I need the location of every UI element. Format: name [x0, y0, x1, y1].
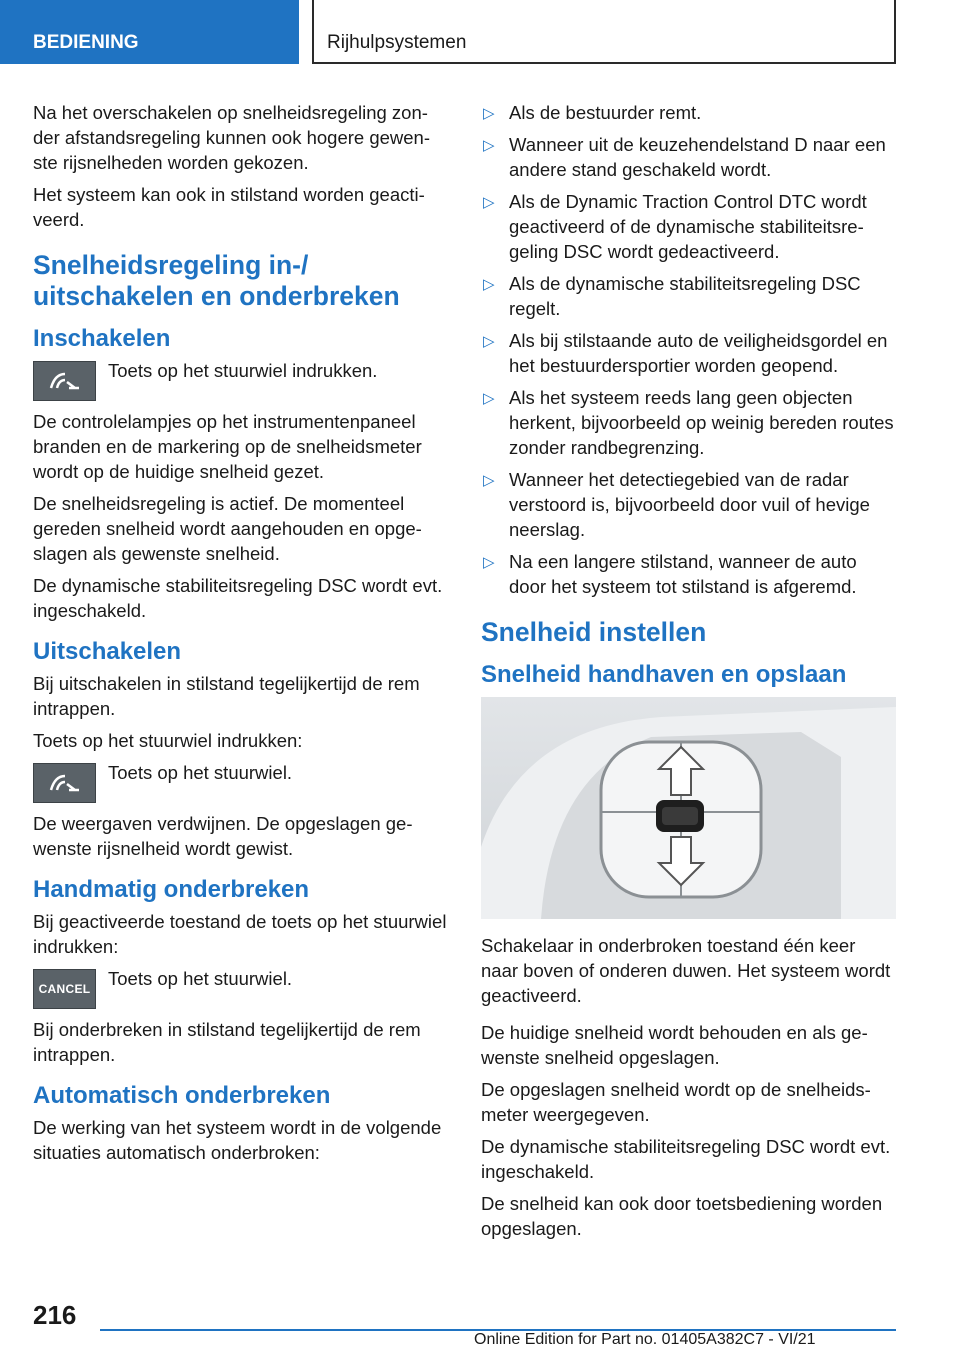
- heading-uitschakelen: Uitschakelen: [33, 638, 182, 665]
- automatisch-paragraph-1: De werking van het systeem wordt in de volgende situaties automatisch onderbroken:: [33, 1117, 442, 1163]
- icon-caption: Toets op het stuurwiel.: [108, 762, 293, 783]
- cruise-control-icon: [45, 368, 85, 394]
- inschakelen-paragraph-1: De controlelampjes op het instrumentenpaneel branden en de markering op de snelheidsmeter wordt op de huidige snelheid gezet.: [33, 411, 422, 482]
- uitschakelen-paragraph-3: De weergaven verdwijnen. De opgeslagen gewenste rijsnelheid wordt gewist.: [33, 813, 413, 859]
- uitschakelen-paragraph-2: Toets op het stuurwiel indrukken:: [33, 730, 303, 751]
- cruise-control-button-icon: [33, 763, 96, 803]
- cancel-button-icon: [33, 969, 96, 1009]
- handhaven-paragraph-1: Schakelaar in onderbroken toestand één keer naar boven of onderen duwen. Het systeem wordt geactiveerd.: [481, 935, 891, 1006]
- triangle-bullet-icon: ▷: [483, 554, 495, 571]
- heading-snelheid-instellen: Snelheid instellen: [481, 617, 707, 647]
- list-item: ▷ Als de bestuurder remt.: [481, 100, 896, 125]
- left-column: [33, 100, 448, 1172]
- list-item: ▷ Als bij stilstaande auto de veiligheidsgordel en het bestuurdersportier worden geopend.: [483, 330, 888, 376]
- page-number: 216: [33, 1300, 77, 1330]
- list-item: ▷ Na een langere stilstand, wanneer de auto door het systeem tot stilstand is afgeremd.: [483, 551, 857, 597]
- header-box: [312, 0, 896, 64]
- handhaven-paragraph-5: De snelheid kan ook door toetsbediening worden opgeslagen.: [481, 1193, 883, 1239]
- section-tab: [0, 0, 299, 64]
- icon-caption: Toets op het stuurwiel.: [108, 968, 293, 989]
- uitschakelen-paragraph-1: Bij uitschakelen in stilstand tegelijkertijd de rem intrappen.: [33, 673, 420, 719]
- icon-row-uitschakelen: [33, 760, 448, 803]
- chapter-title: Rijhulpsystemen: [327, 32, 467, 53]
- inschakelen-paragraph-2: De snelheidsregeling is actief. De momenteel gereden snelheid wordt aangehouden en opgeslagen als gewenste snelheid.: [33, 493, 422, 564]
- cruise-control-icon: [45, 770, 85, 796]
- right-column: [481, 100, 896, 1248]
- triangle-bullet-icon: ▷: [483, 472, 495, 489]
- triangle-bullet-icon: ▷: [483, 137, 495, 154]
- handmatig-paragraph-1: Bij geactiveerde toestand de toets op het stuurwiel indrukken:: [33, 911, 447, 957]
- section-title: BEDIENING: [33, 32, 139, 53]
- heading-speed-control: Snelheidsregeling in-/ uitschakelen en onderbreken: [33, 250, 400, 311]
- triangle-bullet-icon: ▷: [483, 390, 495, 407]
- edition-text: Online Edition for Part no. 01405A382C7 - VI/21: [474, 1331, 816, 1348]
- list-item: ▷ Wanneer uit de keuzehendelstand D naar een andere stand geschakeld wordt.: [483, 134, 886, 180]
- icon-row-handmatig: [33, 966, 448, 1009]
- list-item: ▷ Als de dynamische stabiliteitsregeling DSC regelt.: [483, 273, 861, 319]
- list-item: ▷ Als de Dynamic Traction Control DTC wordt geactiveerd of de dynamische stabiliteitsregeling DSC wordt gedeactiveerd.: [483, 191, 867, 262]
- triangle-bullet-icon: ▷: [483, 105, 495, 122]
- handhaven-paragraph-2: De huidige snelheid wordt behouden en als gewenste snelheid opgeslagen.: [481, 1022, 868, 1068]
- steering-wheel-switch-photo: [481, 697, 896, 919]
- triangle-bullet-icon: ▷: [483, 276, 495, 293]
- icon-caption: Toets op het stuurwiel indrukken.: [108, 360, 378, 381]
- heading-inschakelen: Inschakelen: [33, 325, 171, 352]
- heading-handmatig: Handmatig onderbreken: [33, 876, 310, 903]
- icon-row-inschakelen: [33, 358, 448, 401]
- intro-paragraph-2: Het systeem kan ook in stilstand worden geactiveerd.: [33, 184, 425, 230]
- heading-snelheid-handhaven: Snelheid handhaven en opslaan: [481, 661, 847, 688]
- triangle-bullet-icon: ▷: [483, 194, 495, 211]
- cancel-icon-label: CANCEL: [38, 981, 91, 996]
- interrupt-conditions-list: [481, 100, 896, 599]
- inschakelen-paragraph-3: De dynamische stabiliteitsregeling DSC wordt evt. ingeschakeld.: [33, 575, 443, 621]
- cruise-control-button-icon: [33, 361, 96, 401]
- list-item: ▷ Als het systeem reeds lang geen objecten herkent, bijvoorbeeld op weinig bereden routes zonder randbegrenzing.: [483, 387, 894, 458]
- handmatig-paragraph-2: Bij onderbreken in stilstand tegelijkertijd de rem intrappen.: [33, 1019, 421, 1065]
- triangle-bullet-icon: ▷: [483, 333, 495, 350]
- handhaven-paragraph-3: De opgeslagen snelheid wordt op de snelheidsmeter weergegeven.: [481, 1079, 871, 1125]
- handhaven-paragraph-4: De dynamische stabiliteitsregeling DSC wordt evt. ingeschakeld.: [481, 1136, 891, 1182]
- intro-paragraph-1: Na het overschakelen op snelheidsregeling zonder afstandsregeling kunnen ook hogere gewenste rijsnelheden worden gekozen.: [33, 102, 431, 173]
- heading-automatisch: Automatisch onderbreken: [33, 1082, 331, 1109]
- steering-wheel-switch-illustration: [481, 697, 896, 919]
- list-item: ▷ Wanneer het detectiegebied van de radar verstoord is, bijvoorbeeld door vuil of hevige neerslag.: [483, 469, 870, 540]
